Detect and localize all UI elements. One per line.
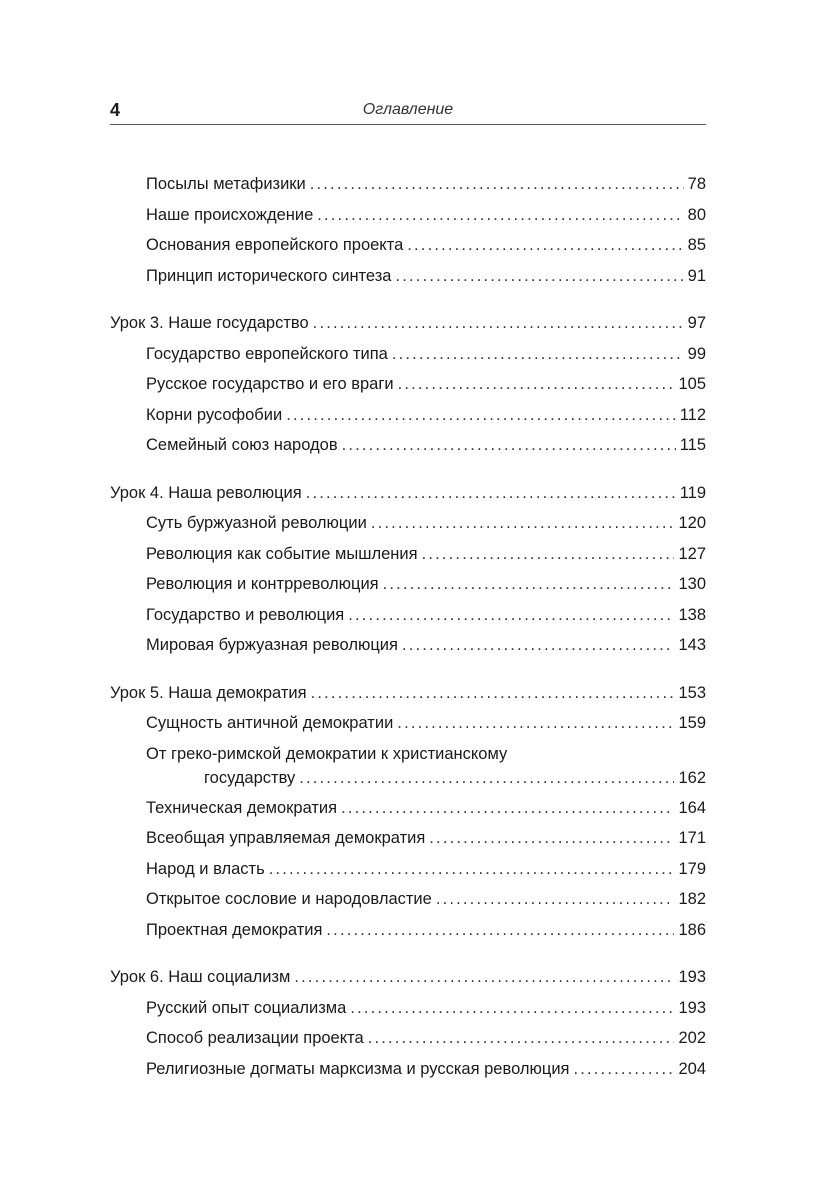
running-title: Оглавление	[362, 101, 454, 118]
toc-entry-title: Основания европейского проекта	[146, 236, 404, 254]
toc-entry[interactable]	[110, 794, 706, 825]
leader-dots	[396, 264, 684, 288]
toc-entry-title: Государство европейского типа	[146, 344, 388, 363]
leader-dots	[348, 603, 674, 627]
toc-entry-page: 204	[678, 1059, 706, 1078]
leader-dots	[371, 511, 675, 535]
toc-entry-page: 115	[679, 436, 706, 454]
leader-dots	[350, 996, 674, 1020]
toc-entry-title: Открытое сословие и народовластие	[146, 890, 432, 908]
leader-dots	[429, 826, 674, 850]
toc-entry-page: 182	[678, 890, 706, 908]
page-header	[110, 98, 706, 125]
toc-entry-title-continuation: государству	[204, 768, 296, 787]
toc-lesson-title: Урок 3. Наше государство	[110, 314, 309, 332]
toc-entry-title: Государство и революция	[146, 605, 345, 624]
toc-entry-title: Корни русофобии	[146, 405, 283, 424]
toc-entry-title: Принцип исторического синтеза	[146, 266, 392, 285]
toc-entry-page: 153	[678, 683, 706, 702]
toc-entry-page: 80	[687, 205, 706, 224]
toc-entry-page: 127	[678, 544, 706, 563]
toc-lesson-entry[interactable]	[110, 963, 706, 994]
toc-entry-title: Способ реализации проекта	[146, 1029, 364, 1047]
toc-entry-page: 164	[678, 798, 706, 817]
toc-entry-title: Наше происхождение	[146, 205, 314, 224]
toc-entry-title: Религиозные догматы марксизма и русская революция	[146, 1059, 570, 1078]
toc-entry[interactable]	[110, 401, 706, 432]
leader-dots	[436, 887, 675, 911]
toc-entry[interactable]	[110, 262, 706, 293]
toc-entry[interactable]	[110, 540, 706, 571]
leader-dots	[294, 965, 674, 989]
toc-entry-title: От греко-римской демократии к христианскому	[146, 744, 508, 763]
toc-entry[interactable]	[110, 431, 706, 462]
toc-entry-title: Сущность античной демократии	[146, 714, 394, 732]
toc-entry-title: Народ и власть	[146, 859, 265, 878]
toc-entry[interactable]	[110, 855, 706, 886]
leader-dots	[317, 203, 683, 227]
toc-entry[interactable]	[110, 994, 706, 1025]
toc-entry[interactable]	[110, 740, 706, 794]
toc-lesson-title: Урок 6. Наш социализм	[110, 968, 291, 986]
toc-entry[interactable]	[110, 370, 706, 401]
toc-entry-title: Проектная демократия	[146, 920, 323, 939]
toc-lesson-entry[interactable]	[110, 479, 706, 510]
toc-entry[interactable]	[110, 824, 706, 855]
leader-dots	[313, 311, 684, 335]
toc-entry-title: Суть буржуазной революции	[146, 514, 367, 532]
leader-dots	[368, 1026, 675, 1050]
toc-entry[interactable]	[110, 231, 706, 262]
toc-entry-page: 130	[678, 575, 706, 593]
leader-dots	[310, 172, 684, 196]
toc-entry-page: 193	[678, 998, 706, 1017]
leader-dots	[392, 342, 684, 366]
toc-lesson-title: Урок 5. Наша демократия	[110, 683, 307, 702]
toc-entry-page: 78	[687, 175, 706, 193]
toc-entry-page: 143	[678, 636, 706, 654]
toc-entry-page: 99	[687, 344, 706, 363]
toc-entry-page: 186	[678, 920, 706, 939]
toc-entry[interactable]	[110, 916, 706, 947]
leader-dots	[398, 372, 675, 396]
toc-entry-title: Техническая демократия	[146, 798, 338, 817]
toc-entry[interactable]	[110, 570, 706, 601]
toc-entry-page: 171	[678, 829, 706, 847]
toc-entry-page: 120	[678, 514, 706, 532]
toc-lesson-entry[interactable]	[110, 679, 706, 710]
leader-dots	[306, 481, 676, 505]
toc-entry-title: Семейный союз народов	[146, 436, 338, 454]
toc-entry-title: Мировая буржуазная революция	[146, 636, 398, 654]
toc-entry[interactable]	[110, 709, 706, 740]
toc-entry[interactable]	[110, 601, 706, 632]
toc-entry-page: 97	[687, 314, 706, 332]
toc-lesson-title: Урок 4. Наша революция	[110, 483, 302, 502]
toc-entry-page: 119	[679, 483, 706, 502]
leader-dots	[341, 796, 674, 820]
toc-entry[interactable]	[110, 509, 706, 540]
toc-entry-title: Русское государство и его враги	[146, 375, 394, 393]
toc-entry-page: 193	[678, 968, 706, 986]
leader-dots	[397, 711, 674, 735]
toc-entry-title: Революция и контрреволюция	[146, 575, 379, 593]
leader-dots	[573, 1057, 674, 1081]
toc-lesson-entry[interactable]	[110, 309, 706, 340]
toc-entry-title: Посылы метафизики	[146, 175, 306, 193]
leader-dots	[311, 681, 675, 705]
toc-entry[interactable]	[110, 340, 706, 371]
toc-entry-page: 179	[678, 859, 706, 878]
toc-entry-page: 91	[687, 266, 706, 285]
table-of-contents	[110, 170, 706, 1085]
toc-entry[interactable]	[110, 201, 706, 232]
leader-dots	[269, 857, 675, 881]
toc-entry-page: 159	[678, 714, 706, 732]
toc-entry-title: Русский опыт социализма	[146, 998, 347, 1017]
leader-dots	[342, 433, 676, 457]
toc-entry-title: Всеобщая управляемая демократия	[146, 829, 426, 847]
leader-dots	[286, 403, 676, 427]
page-number: 4	[110, 100, 121, 120]
leader-dots	[299, 766, 674, 790]
leader-dots	[422, 542, 675, 566]
leader-dots	[402, 633, 675, 657]
toc-entry[interactable]	[110, 1024, 706, 1055]
leader-dots	[407, 233, 683, 257]
toc-entry-page: 85	[687, 236, 706, 254]
toc-entry[interactable]	[110, 1055, 706, 1086]
toc-entry-page: 162	[678, 768, 706, 787]
toc-entry[interactable]	[110, 885, 706, 916]
leader-dots	[383, 572, 675, 596]
toc-entry[interactable]	[110, 170, 706, 201]
toc-entry-page: 138	[678, 605, 706, 624]
toc-entry-page: 112	[679, 405, 706, 424]
toc-entry-page: 105	[678, 375, 706, 393]
toc-entry-page: 202	[678, 1029, 706, 1047]
toc-entry[interactable]	[110, 631, 706, 662]
leader-dots	[326, 918, 674, 942]
toc-entry-title: Революция как событие мышления	[146, 544, 418, 563]
